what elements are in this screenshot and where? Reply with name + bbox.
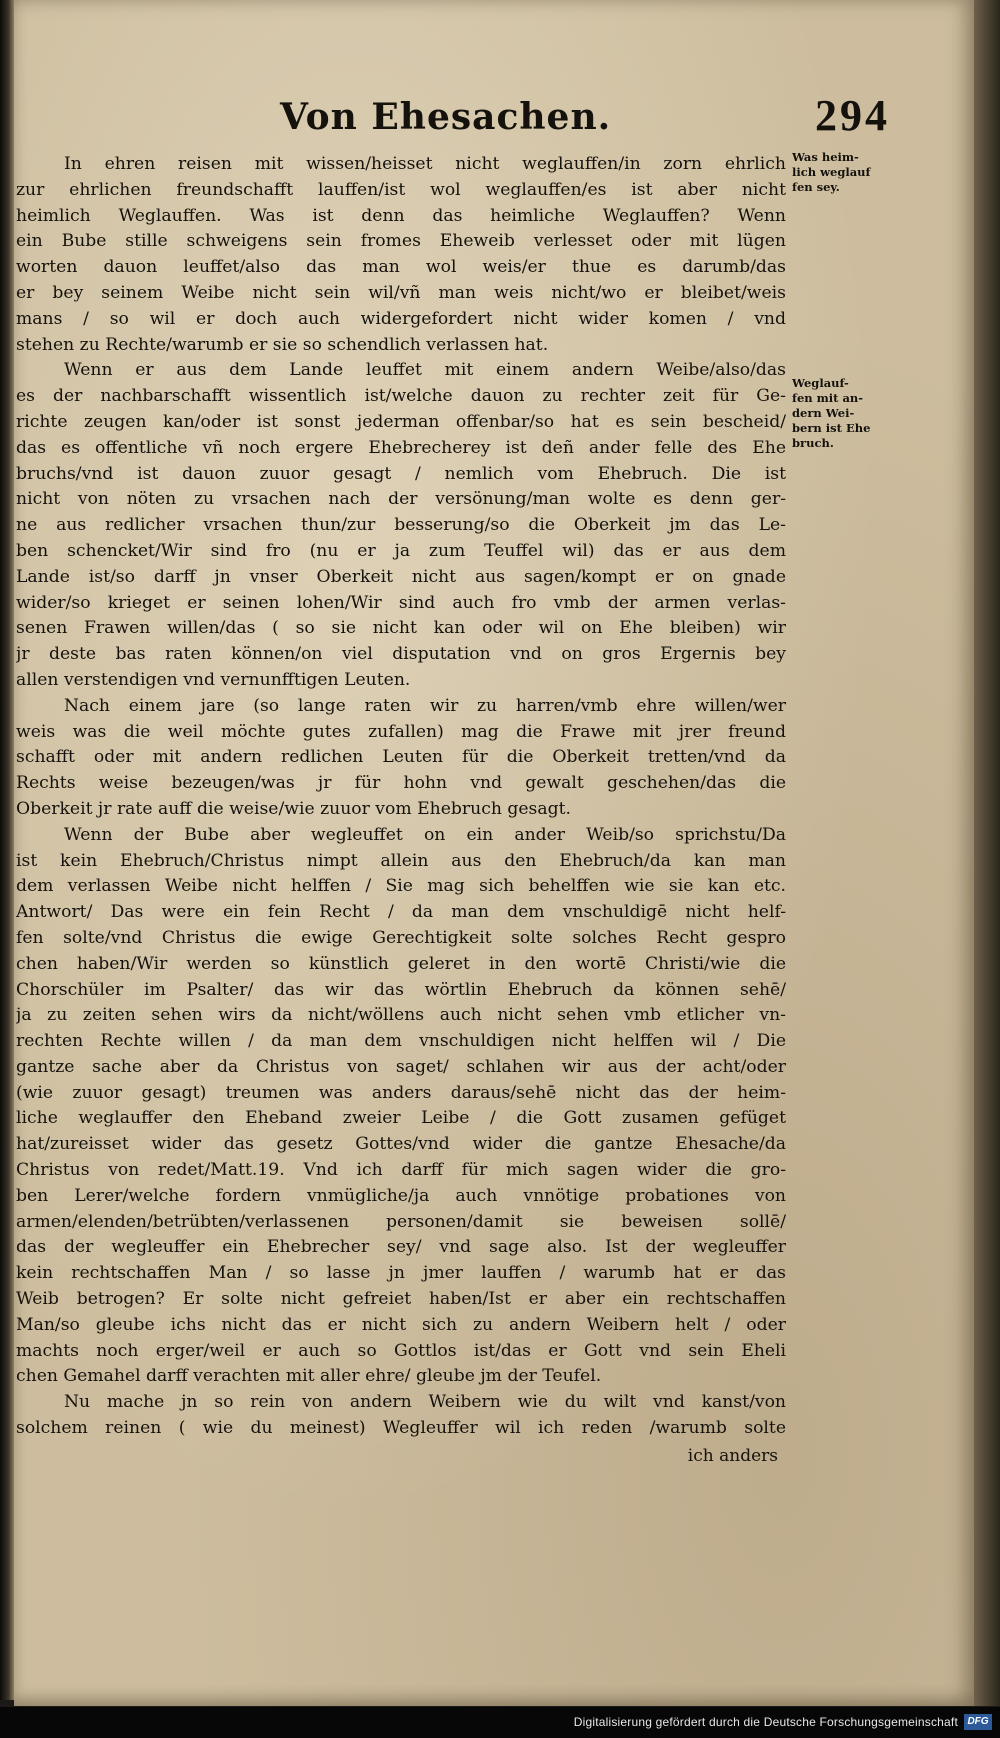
text-line: nicht von nöten zu vrsachen nach der versönung/man wolte es denn ger- (16, 489, 786, 510)
text-line: chen Gemahel darff verachten mit aller ehre/ gleube jm der Teufel. (16, 1366, 602, 1387)
funding-credit: Digitalisierung gefördert durch die Deutsche Forschungsgemeinschaft (573, 1715, 958, 1729)
text-line: chen haben/Wir werden so künstlich geleret in den wortē Christi/wie die (16, 953, 786, 974)
text-line: ne aus redlicher vrsachen thun/zur besserung/so die Oberkeit jm das Le- (16, 515, 786, 536)
text-line: Nach einem jare (so lange raten wir zu harren/vmb ehre willen/wer (64, 695, 786, 716)
marginal-line: fen mit an- (792, 391, 864, 405)
text-line: schafft oder mit andern redlichen Leuten für die Oberkeit tretten/vnd da (16, 747, 786, 768)
text-line: Rechts weise bezeugen/was jr für hohn vnd gewalt geschehen/das die (16, 773, 786, 794)
text-line: fen solte/vnd Christus die ewige Gerechtigkeit solte solches Recht gespro (16, 927, 786, 948)
text-line: (wie zuuor gesagt) treumen was anders daraus/sehē nicht das der heim- (16, 1082, 786, 1103)
scan-left-edge (0, 0, 14, 1700)
marginal-line: bern ist Ehe (792, 421, 871, 435)
body-text (16, 152, 786, 1470)
digitization-footer (0, 1707, 1000, 1738)
text-line: ist kein Ehebruch/Christus nimpt allein aus den Ehebruch/da kan man (16, 850, 786, 871)
marginal-note-adultery (792, 376, 890, 451)
marginal-line: Weglauf- (792, 376, 849, 390)
page-number: 294 (815, 91, 890, 140)
text-line: es der nachbarschafft wissentlich ist/welche dauon zu rechter zeit für Ge- (16, 386, 786, 407)
text-line: weis was die weil möchte gutes zufallen) mag die Frawe mit jrer freund (16, 721, 786, 742)
text-line: zur ehrlichen freundschafft lauffen/ist wol weglauffen/es ist aber nicht (16, 179, 786, 200)
text-line: armen/elenden/betrübten/verlassenen personen/damit sie beweisen sollē/ (16, 1211, 786, 1232)
text-line: Chorschüler im Psalter/ das wir das wörtlin Ehebruch da können sehē/ (16, 979, 786, 1000)
marginal-line: Was heim- (792, 150, 859, 164)
catchword: ich anders (687, 1445, 778, 1466)
marginal-note-secret-desertion (792, 150, 890, 195)
text-line: heimlich Weglauffen. Was ist denn das heimliche Weglauffen? Wenn (16, 205, 786, 226)
text-line: In ehren reisen mit wissen/heisset nicht weglauffen/in zorn ehrlich (64, 154, 786, 174)
text-line: machts noch erger/weil er auch so Gottlos ist/das er Gott vnd sein Eheli (16, 1340, 786, 1361)
text-line: jr deste bas raten können/on viel disputation vnd on gros Ergernis bey (16, 644, 786, 665)
text-line: Weib betrogen? Er solte nicht gefreiet haben/Ist er aber ein rechtschaffen (16, 1289, 786, 1310)
text-line: das es offentliche vñ noch ergere Ehebrecherey ist deñ ander felle des Ehe (16, 437, 786, 458)
text-line: Wenn er aus dem Lande leuffet mit einem andern Weibe/also/das (64, 360, 786, 381)
text-line: ben Lerer/welche fordern vnmügliche/ja auch vnnötige probationes von (16, 1185, 786, 1206)
text-line: Oberkeit jr rate auff die weise/wie zuuor vom Ehebruch gesagt. (16, 798, 571, 819)
text-line: kein rechtschaffen Man / so lasse jn jmer lauffen / warumb hat er das (16, 1263, 786, 1284)
page-header (250, 91, 890, 156)
text-line: solchem reinen ( wie du meinest) Wegleuffer wil ich reden /warumb solte (16, 1418, 786, 1439)
text-line: gantze sache aber da Christus von saget/ schlahen wir aus der acht/oder (16, 1056, 786, 1077)
text-line: das der wegleuffer ein Ehebrecher sey/ vnd sage also. Ist der wegleuffer (16, 1237, 786, 1258)
text-line: Antwort/ Das were ein fein Recht / da man dem vnschuldigē nicht helf- (16, 902, 786, 923)
text-line: liche weglauffer den Eheband zweier Leibe / die Gott zusamen gefüget (16, 1108, 786, 1129)
text-line: er bey seinem Weibe nicht sein wil/vñ man weis nicht/wo er bleibet/weis (16, 282, 786, 303)
text-line: ben schencket/Wir sind fro (nu er ja zum Teuffel wil) das er aus dem (16, 540, 786, 561)
text-line: Christus von redet/Matt.19. Vnd ich darff für mich sagen wider die gro- (16, 1160, 786, 1181)
text-line: Man/so gleube ichs nicht das er nicht sich zu andern Weibern helt / oder (16, 1314, 786, 1335)
marginal-line: bruch. (792, 436, 834, 450)
text-line: worten dauon leuffet/also das man wol weis/er thue es darumb/das (16, 257, 786, 278)
text-line: Nu mache jn so rein von andern Weibern wie du wilt vnd kanst/von (64, 1392, 786, 1413)
text-line: wider/so krieget er seinen lohen/Wir sind auch fro vmb der armen verlas- (16, 592, 786, 613)
text-line: dem verlassen Weibe nicht helffen / Sie mag sich behelffen wie sie kan etc. (16, 876, 786, 897)
text-line: hat/zureisset wider das gesetz Gottes/vnd wider die gantze Ehesache/da (16, 1134, 786, 1155)
page-right-edge (974, 0, 1000, 1706)
dfg-logo: DFG (964, 1714, 992, 1730)
running-title: Von Ehesachen. (280, 96, 612, 138)
text-line: ja zu zeiten sehen wirs da nicht/wöllens auch nicht sehen vmb etlicher vn- (16, 1005, 786, 1026)
text-line: ein Bube stille schweigens sein fromes Eheweib verlesset oder mit lügen (16, 231, 786, 252)
marginal-line: dern Wei- (792, 406, 855, 420)
text-line: stehen zu Rechte/warumb er sie so schendlich verlassen hat. (16, 334, 549, 355)
text-line: Lande ist/so darff jn vnser Oberkeit nicht aus sagen/kompt er on gnade (16, 566, 786, 587)
text-line: bruchs/vnd ist dauon zuuor gesagt / nemlich vom Ehebruch. Die ist (16, 463, 786, 484)
marginal-line: fen sey. (792, 180, 840, 194)
text-line: allen verstendigen vnd vernunfftigen Leuten. (16, 669, 411, 690)
text-line: mans / so wil er doch auch widergefordert nicht wider komen / vnd (16, 308, 786, 329)
text-line: senen Frawen willen/das ( so sie nicht kan oder wil on Ehe bleiben) wir (16, 618, 786, 639)
text-line: Wenn der Bube aber wegleuffet on ein ander Weib/so sprichstu/Da (64, 824, 786, 845)
text-line: rechten Rechte willen / da man dem vnschuldigen nicht helffen wil / Die (16, 1031, 786, 1052)
marginal-line: lich weglauf (792, 165, 871, 179)
text-line: richte zeugen kan/oder ist sonst jederman offenbar/so hat es sein bescheid/ (16, 411, 786, 432)
